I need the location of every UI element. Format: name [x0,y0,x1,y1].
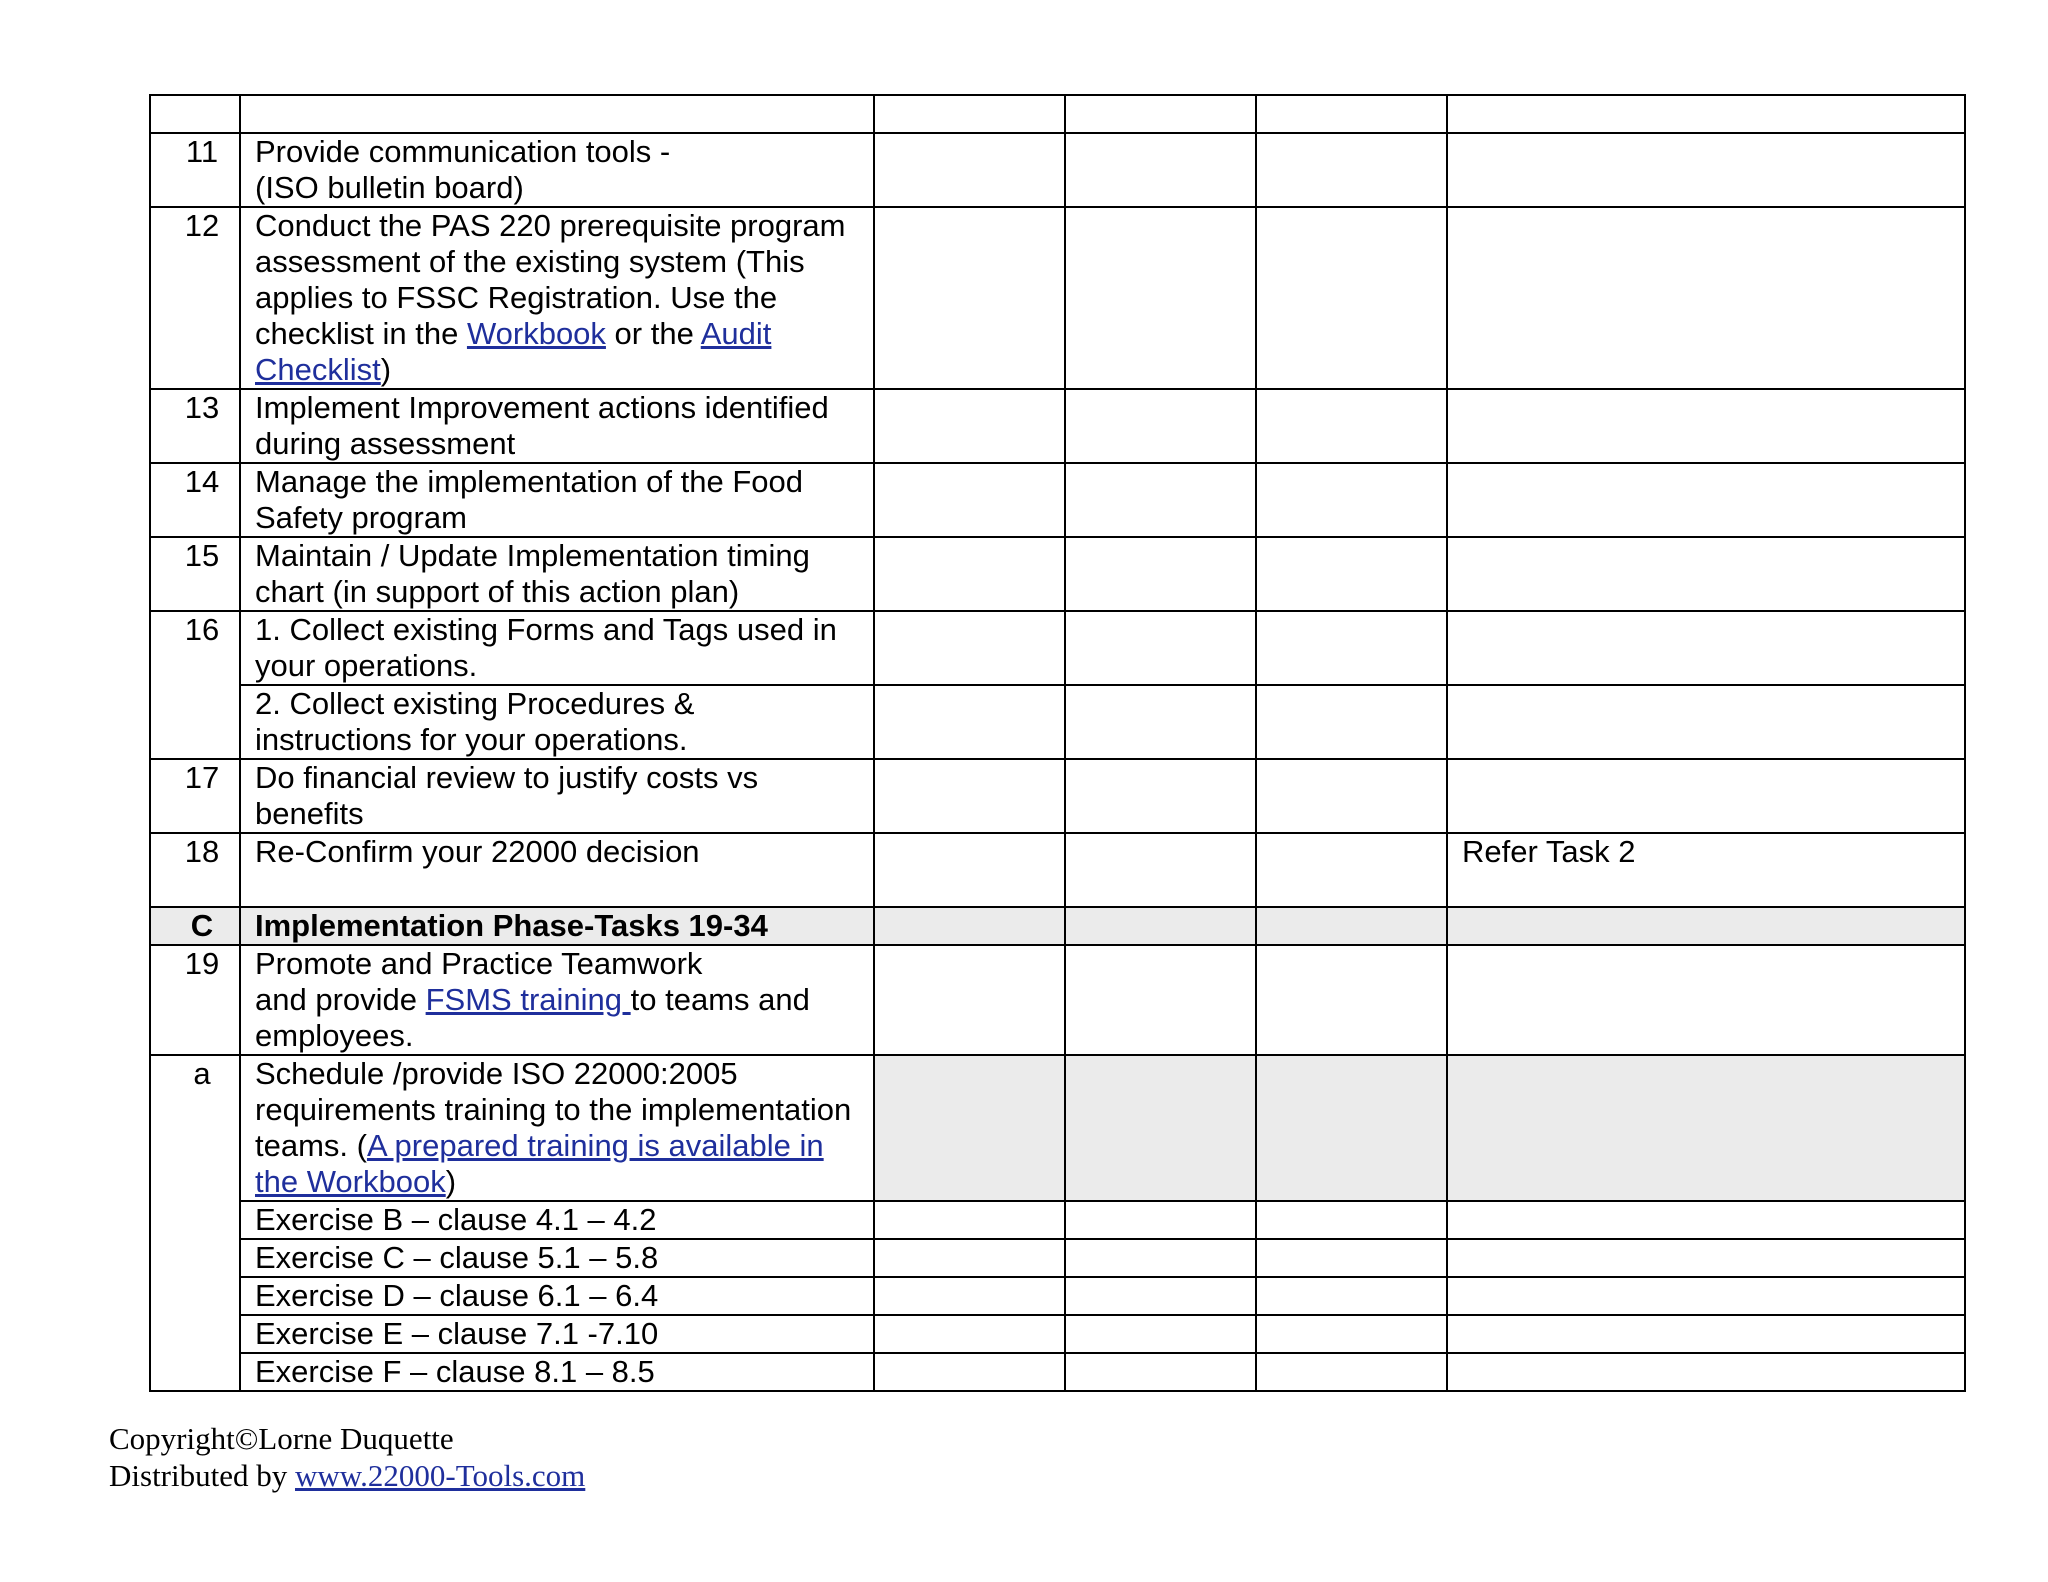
task-number: 11 [150,133,240,207]
table-row [150,207,1965,389]
task-number: 16 [150,611,240,759]
task-number: 19 [150,945,240,1055]
exercise-row [150,1315,1965,1353]
empty-cell [1256,95,1447,133]
page-footer [109,1420,585,1494]
table-row [150,133,1965,207]
fsms-training-link[interactable]: FSMS training [425,982,631,1017]
table-row [150,611,1965,685]
workbook-link[interactable]: Workbook [466,316,606,351]
table-row [150,833,1965,907]
website-link[interactable]: www.22000-Tools.com [295,1458,586,1493]
exercise-row [150,1277,1965,1315]
task-number: 18 [150,833,240,907]
exercise-label: Exercise E – clause 7.1 -7.10 [240,1315,874,1353]
exercise-row [150,1201,1965,1239]
audit-checklist-link[interactable]: Audit Checklist [255,316,772,387]
task-number: 12 [150,207,240,389]
task-description: 1. Collect existing Forms and Tags used in your operations. [240,611,874,685]
task-number: a [150,1055,240,1391]
exercise-label: Exercise B – clause 4.1 – 4.2 [240,1201,874,1239]
task-description: Promote and Practice Teamwork and provide FSMS training to teams and employees. [240,945,874,1055]
table-row [150,95,1965,133]
task-number: 17 [150,759,240,833]
distributed-by-line: Distributed by www.22000-Tools.com [109,1458,586,1493]
task-description: Do financial review to justify costs vs benefits [240,759,874,833]
task-description: Re-Confirm your 22000 decision [240,833,874,907]
table-row [150,463,1965,537]
section-title: Implementation Phase-Tasks 19-34 [240,907,874,945]
table-row [150,537,1965,611]
table-row [150,759,1965,833]
action-plan-table [149,94,1966,1392]
task-description: Maintain / Update Implementation timing chart (in support of this action plan) [240,537,874,611]
exercise-row [150,1239,1965,1277]
exercise-label: Exercise C – clause 5.1 – 5.8 [240,1239,874,1277]
empty-cell [874,95,1065,133]
number-cell [150,95,240,133]
empty-cell [1065,95,1256,133]
task-description: Manage the implementation of the Food Safety program [240,463,874,537]
task-number: 15 [150,537,240,611]
task-description: Implement Improvement actions identified during assessment [240,389,874,463]
task-cell [240,95,874,133]
table-row [150,389,1965,463]
table-row [150,685,1965,759]
task-description: Provide communication tools - (ISO bulletin board) [240,133,874,207]
copyright-text: Copyright©Lorne Duquette [109,1421,454,1456]
task-description: Schedule /provide ISO 22000:2005 requirements training to the implementation teams. (A prepared training is available in the Workbook) [240,1055,874,1201]
table-row [150,1055,1965,1201]
notes-cell: Refer Task 2 [1447,833,1965,907]
notes-cell [1447,95,1965,133]
section-header-row [150,907,1965,945]
exercise-label: Exercise D – clause 6.1 – 6.4 [240,1277,874,1315]
exercise-label: Exercise F – clause 8.1 – 8.5 [240,1353,874,1391]
task-number: 14 [150,463,240,537]
table-row [150,945,1965,1055]
task-description: Conduct the PAS 220 prerequisite program assessment of the existing system (This applies to FSSC Registration. Use the checklist in the Workbook or the Audit Checklist) [240,207,874,389]
prepared-training-link[interactable]: A prepared training is available in the Workbook [255,1128,824,1199]
task-description: 2. Collect existing Procedures & instructions for your operations. [240,685,874,759]
section-letter: C [150,907,240,945]
task-number: 13 [150,389,240,463]
exercise-row [150,1353,1965,1391]
